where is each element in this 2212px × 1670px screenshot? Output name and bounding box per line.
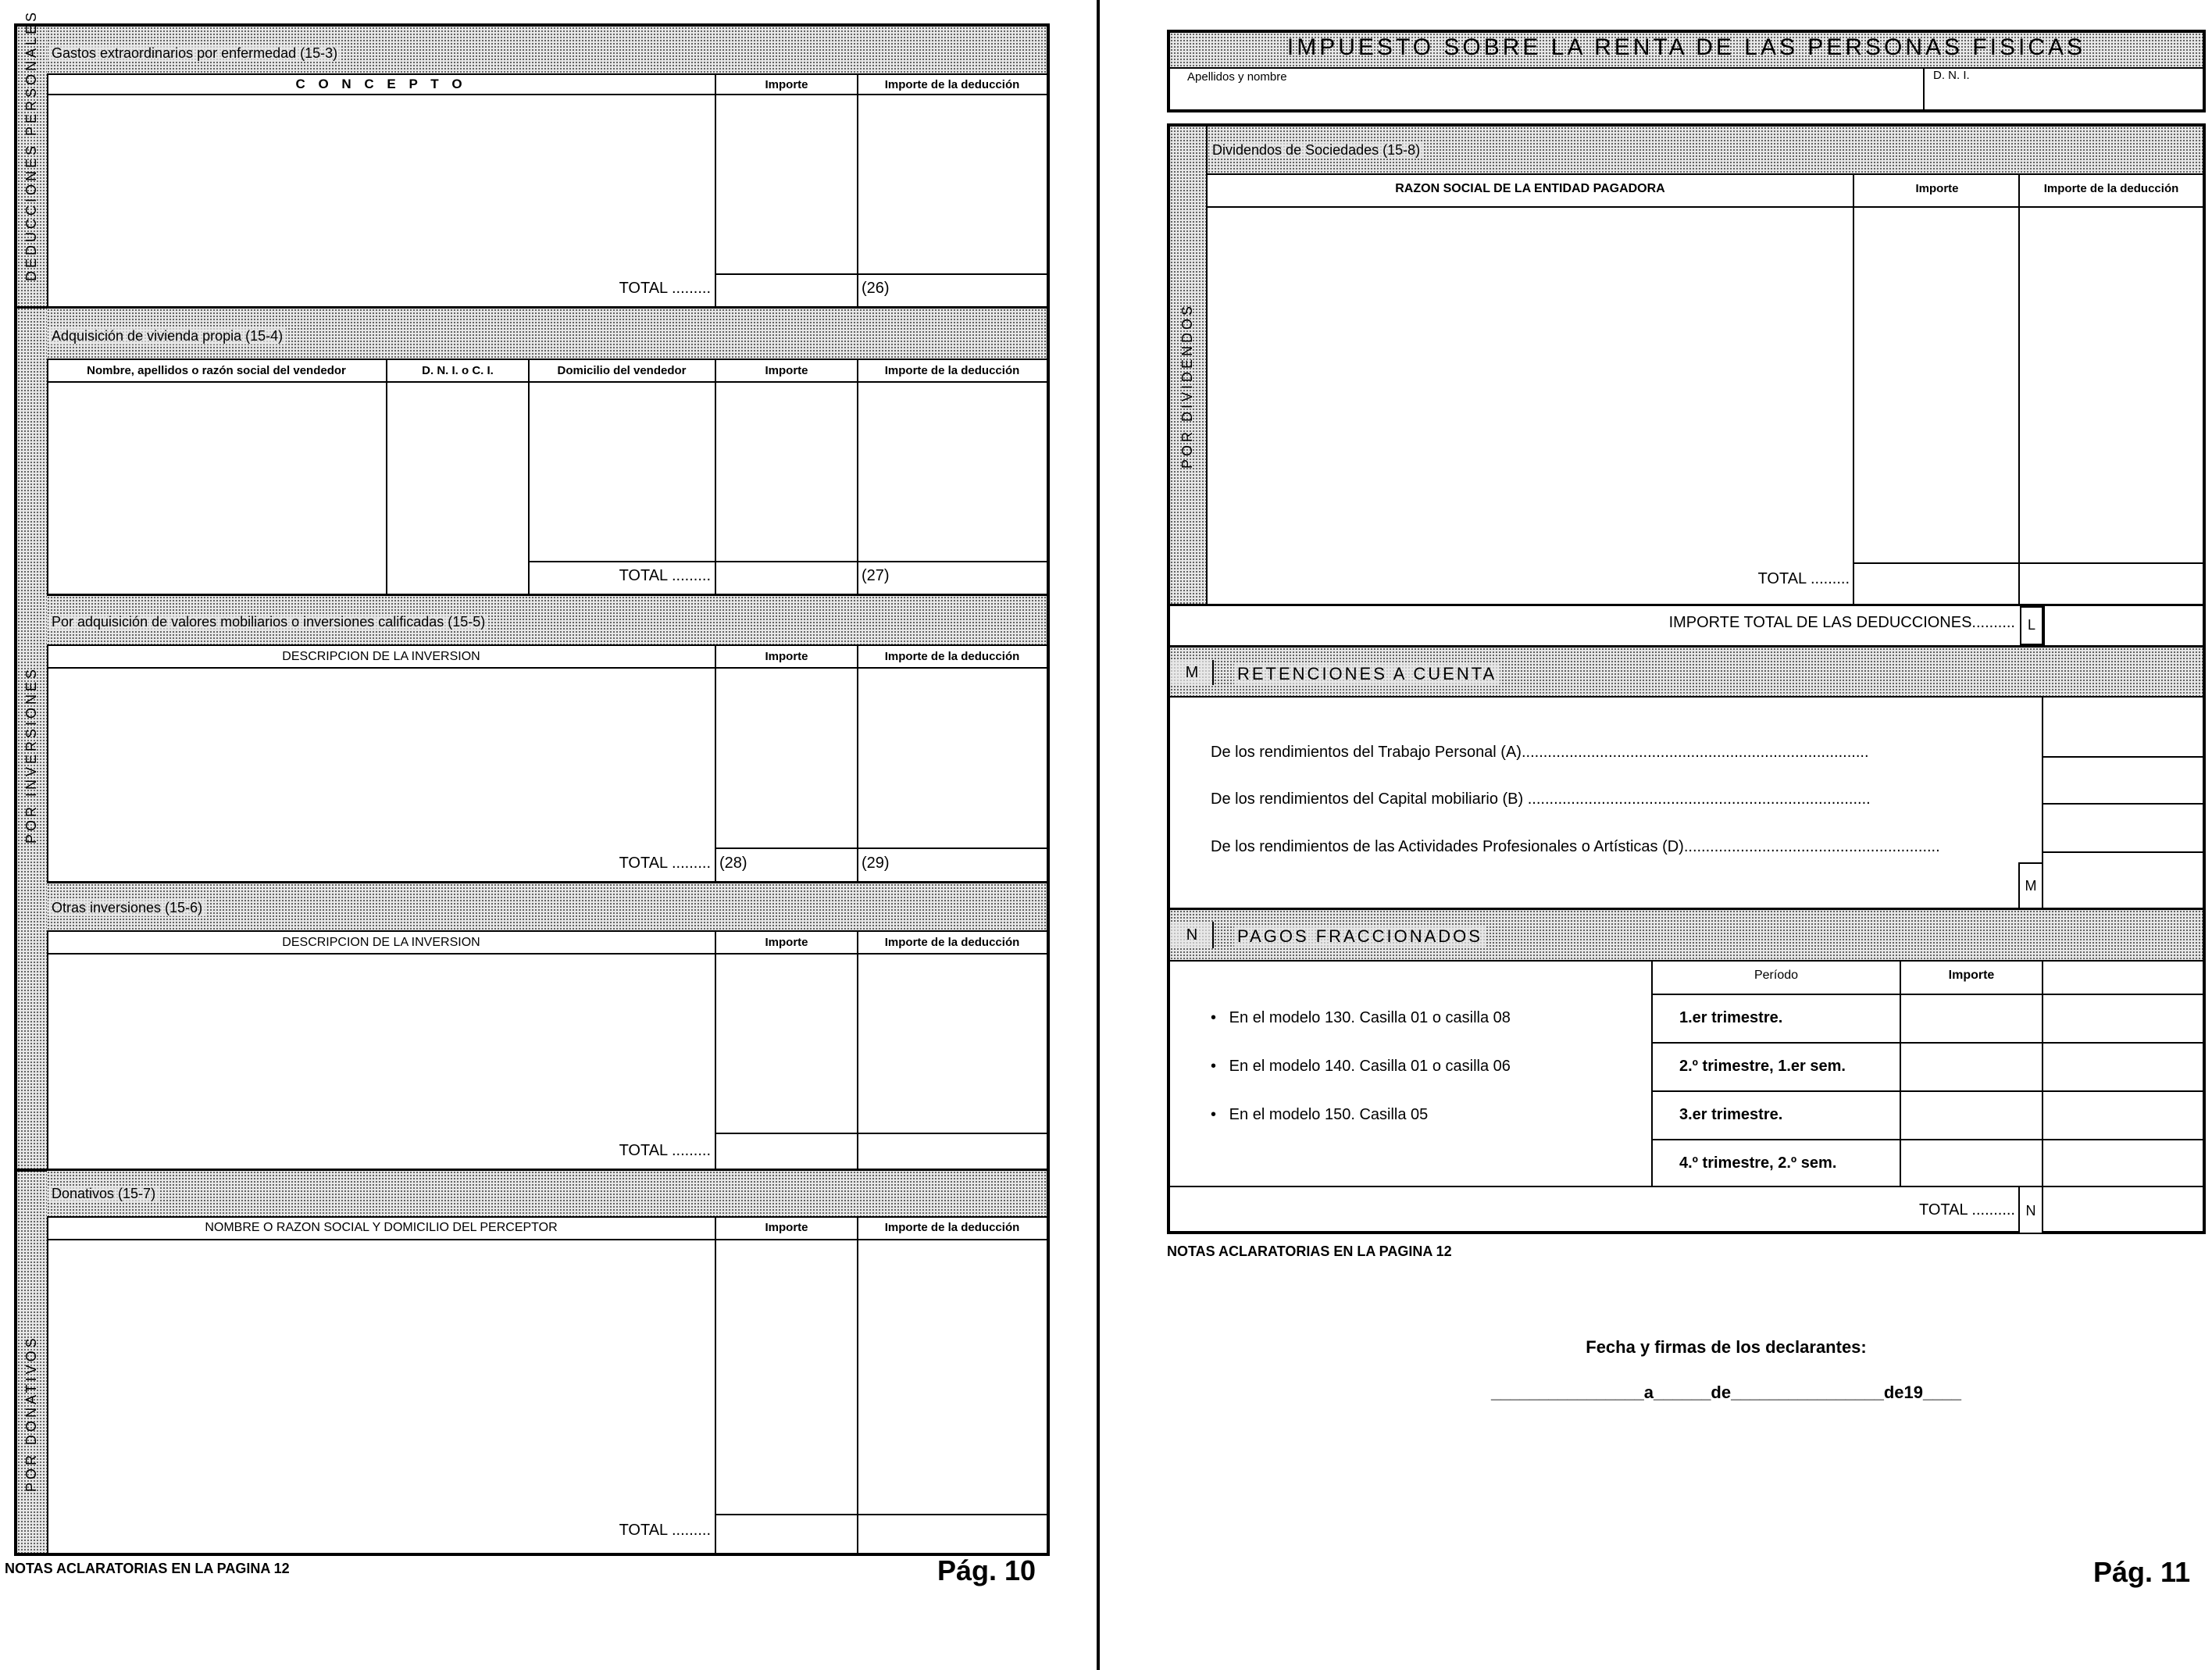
header-deduccion-div: Importe de la deducción [2043, 182, 2179, 195]
header-importe-3: Importe [765, 650, 808, 663]
header-deduccion-5: Importe de la deducción [884, 1221, 1020, 1234]
header-concepto: C O N C E P T O [295, 77, 467, 91]
side-label-donativos: POR DONATIVOS [23, 1335, 39, 1492]
header-importe-div: Importe [1915, 182, 1959, 195]
pagos-total-label: TOTAL .......... [1919, 1201, 2015, 1219]
pagos-letter: N [1186, 926, 1198, 944]
periodo-2: 2.º trimestre, 1.er sem. [1679, 1058, 1846, 1075]
form-title: IMPUESTO SOBRE LA RENTA DE LAS PERSONAS FISICAS [1286, 34, 2086, 60]
total-label-5: TOTAL ......... [619, 1522, 711, 1539]
pagos-title: PAGOS FRACCIONADOS [1234, 926, 1486, 947]
side-label-inversiones: POR INVERSIONES [23, 666, 39, 844]
section-title-donativos: Donativos (15-7) [48, 1186, 159, 1202]
bullet-modelo-130-text: En el modelo 130. Casilla 01 o casilla 08 [1229, 1009, 1511, 1026]
total-deducciones-label: IMPORTE TOTAL DE LAS DEDUCCIONES.......... [1668, 614, 2015, 631]
bullet-modelo-150-text: En el modelo 150. Casilla 05 [1229, 1106, 1429, 1123]
left-note: NOTAS ACLARATORIAS EN LA PAGINA 12 [5, 1561, 290, 1576]
retencion-trabajo: De los rendimientos del Trabajo Personal (A)................................................................................ [1211, 744, 1869, 761]
periodo-4: 4.º trimestre, 2.º sem. [1679, 1154, 1837, 1172]
total-value-28: (28) [719, 855, 747, 872]
bullet-modelo-130: • En el modelo 130. Casilla 01 o casilla 08 [1211, 1009, 1511, 1026]
header-dni: D. N. I. o C. I. [422, 364, 494, 377]
header-deduccion-2: Importe de la deducción [884, 364, 1020, 377]
header-importe-5: Importe [765, 1221, 808, 1234]
section-title-gastos: Gastos extraordinarios por enfermedad (15-3) [48, 45, 341, 62]
dividend-total-label: TOTAL ......... [1757, 570, 1850, 587]
dni-label: D. N. I. [1933, 69, 1970, 82]
header-perceptor: NOMBRE O RAZON SOCIAL Y DOMICILIO DEL PERCEPTOR [205, 1221, 558, 1234]
header-importe-2: Importe [765, 364, 808, 377]
bullet-modelo-140: • En el modelo 140. Casilla 01 o casilla 06 [1211, 1058, 1511, 1075]
firma-line: ________________a______de________________de19____ [1491, 1383, 1961, 1402]
total-label-3: TOTAL ......... [619, 855, 711, 872]
dividend-title: Dividendos de Sociedades (15-8) [1209, 142, 1423, 159]
right-note: NOTAS ACLARATORIAS EN LA PAGINA 12 [1167, 1244, 1452, 1259]
retencion-capital: De los rendimientos del Capital mobiliario (B) ............................................................................... [1211, 790, 1871, 808]
total-label-1: TOTAL ......... [619, 280, 711, 297]
header-domicilio: Domicilio del vendedor [557, 364, 687, 377]
header-importe-1: Importe [765, 78, 808, 91]
total-value-26: (26) [862, 280, 890, 297]
periodo-1: 1.er trimestre. [1679, 1009, 1783, 1026]
section-title-vivienda: Adquisición de vivienda propia (15-4) [48, 328, 286, 344]
header-importe-pagos: Importe [1948, 969, 1995, 982]
left-form-frame [14, 23, 1050, 1556]
total-value-29: (29) [862, 855, 890, 872]
header-deduccion-3: Importe de la deducción [884, 650, 1020, 663]
header-descripcion-2: DESCRIPCION DE LA INVERSION [282, 936, 480, 949]
retenciones-title: RETENCIONES A CUENTA [1234, 664, 1500, 684]
total-label-4: TOTAL ......... [619, 1142, 711, 1159]
header-importe-4: Importe [765, 936, 808, 949]
header-razon-social: RAZON SOCIAL DE LA ENTIDAD PAGADORA [1395, 182, 1665, 195]
periodo-3: 3.er trimestre. [1679, 1106, 1783, 1123]
header-deduccion-4: Importe de la deducción [884, 936, 1020, 949]
section-header-donativos [47, 1171, 1047, 1216]
pagos-box-letter: N [2025, 1203, 2036, 1219]
right-page-number: Pág. 11 [2093, 1556, 2191, 1588]
total-value-27: (27) [862, 567, 890, 584]
total-label-2: TOTAL ......... [619, 567, 711, 584]
header-vendedor: Nombre, apellidos o razón social del vendedor [87, 364, 346, 377]
left-page-number: Pág. 10 [937, 1554, 1036, 1586]
side-label-personales: DEDUCCIONES PERSONALES [23, 9, 39, 281]
retenciones-letter: M [1185, 664, 1199, 681]
bullet-modelo-140-text: En el modelo 140. Casilla 01 o casilla 06 [1229, 1058, 1511, 1075]
header-periodo: Período [1754, 969, 1799, 982]
retencion-actividades: De los rendimientos de las Actividades Profesionales o Artísticas (D)........................................................... [1211, 838, 1940, 855]
retenciones-box-letter: M [2025, 878, 2037, 894]
section-title-valores: Por adquisición de valores mobiliarios o inversiones calificadas (15-5) [48, 614, 488, 630]
name-label: Apellidos y nombre [1187, 70, 1287, 84]
header-deduccion-1: Importe de la deducción [884, 78, 1020, 91]
bullet-modelo-150: • En el modelo 150. Casilla 05 [1211, 1106, 1429, 1123]
center-divider [1097, 0, 1100, 1670]
header-descripcion-1: DESCRIPCION DE LA INVERSION [282, 650, 480, 663]
firma-label: Fecha y firmas de los declarantes: [1586, 1337, 1867, 1357]
letter-l: L [2027, 617, 2035, 633]
dividend-side-label: POR DIVIDENDOS [1179, 302, 1195, 469]
section-title-otras: Otras inversiones (15-6) [48, 900, 205, 916]
